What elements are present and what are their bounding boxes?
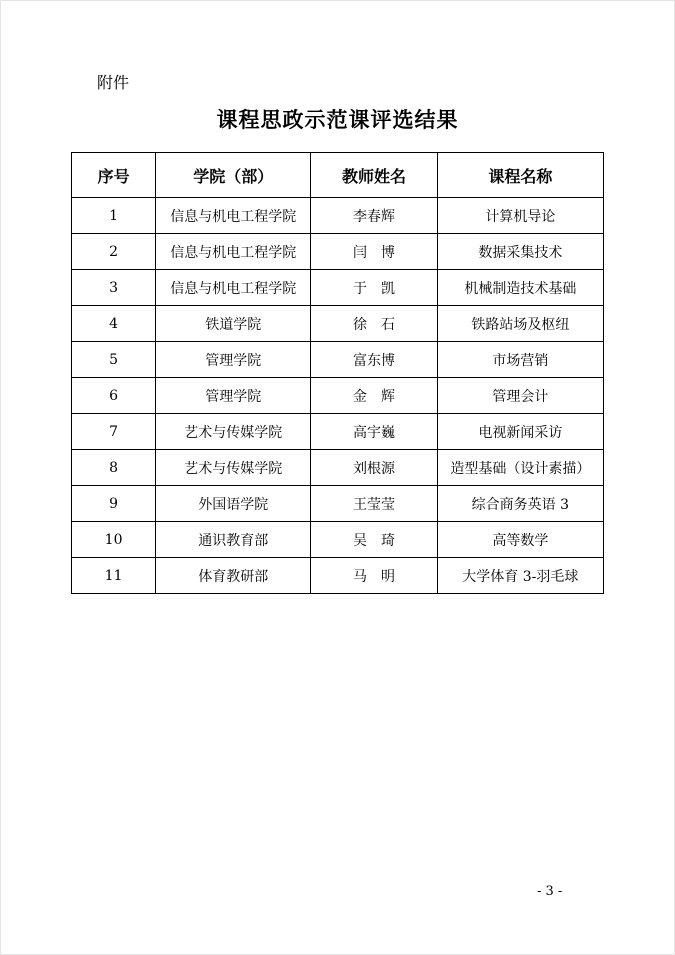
cell-course: 数据采集技术	[437, 234, 603, 270]
table-row	[72, 486, 604, 522]
cell-course: 市场营销	[437, 342, 603, 378]
cell-index: 6	[72, 378, 156, 414]
cell-index: 5	[72, 342, 156, 378]
document-title: 课程思政示范课评选结果	[216, 108, 459, 132]
cell-teacher: 吴 琦	[311, 522, 437, 558]
cell-teacher: 徐 石	[311, 306, 437, 342]
cell-teacher: 马 明	[311, 558, 437, 594]
cell-college: 信息与机电工程学院	[156, 198, 311, 234]
cell-college: 管理学院	[156, 342, 311, 378]
cell-course: 大学体育 3-羽毛球	[437, 558, 603, 594]
table-row	[72, 198, 604, 234]
table-row	[72, 378, 604, 414]
cell-course: 机械制造技术基础	[437, 270, 603, 306]
results-table	[71, 152, 604, 594]
cell-course: 电视新闻采访	[437, 414, 603, 450]
cell-course: 计算机导论	[437, 198, 603, 234]
cell-index: 11	[72, 558, 156, 594]
cell-college: 体育教研部	[156, 558, 311, 594]
cell-teacher: 王莹莹	[311, 486, 437, 522]
cell-teacher: 刘根源	[311, 450, 437, 486]
cell-index: 7	[72, 414, 156, 450]
header-college: 学院（部）	[156, 153, 311, 198]
table-header-row	[72, 153, 604, 198]
cell-college: 艺术与传媒学院	[156, 450, 311, 486]
table-row	[72, 558, 604, 594]
cell-college: 信息与机电工程学院	[156, 270, 311, 306]
table-row	[72, 234, 604, 270]
cell-course: 管理会计	[437, 378, 603, 414]
cell-teacher: 富东博	[311, 342, 437, 378]
cell-college: 铁道学院	[156, 306, 311, 342]
cell-college: 外国语学院	[156, 486, 311, 522]
table-row	[72, 270, 604, 306]
page-number: - 3 -	[537, 884, 563, 899]
cell-teacher: 闫 博	[311, 234, 437, 270]
table-row	[72, 342, 604, 378]
cell-course: 造型基础（设计素描）	[437, 450, 603, 486]
cell-index: 4	[72, 306, 156, 342]
cell-index: 8	[72, 450, 156, 486]
cell-college: 信息与机电工程学院	[156, 234, 311, 270]
cell-index: 9	[72, 486, 156, 522]
cell-course: 铁路站场及枢纽	[437, 306, 603, 342]
cell-index: 10	[72, 522, 156, 558]
attachment-label: 附件	[97, 73, 130, 92]
table-row	[72, 450, 604, 486]
cell-course: 综合商务英语 3	[437, 486, 603, 522]
cell-college: 管理学院	[156, 378, 311, 414]
cell-index: 2	[72, 234, 156, 270]
cell-teacher: 于 凯	[311, 270, 437, 306]
cell-college: 艺术与传媒学院	[156, 414, 311, 450]
cell-index: 3	[72, 270, 156, 306]
table-row	[72, 414, 604, 450]
cell-teacher: 李春辉	[311, 198, 437, 234]
table-row	[72, 306, 604, 342]
header-course: 课程名称	[437, 153, 603, 198]
cell-index: 1	[72, 198, 156, 234]
header-teacher: 教师姓名	[311, 153, 437, 198]
cell-course: 高等数学	[437, 522, 603, 558]
table-row	[72, 522, 604, 558]
header-index: 序号	[72, 153, 156, 198]
cell-teacher: 金 辉	[311, 378, 437, 414]
cell-teacher: 高宇巍	[311, 414, 437, 450]
cell-college: 通识教育部	[156, 522, 311, 558]
